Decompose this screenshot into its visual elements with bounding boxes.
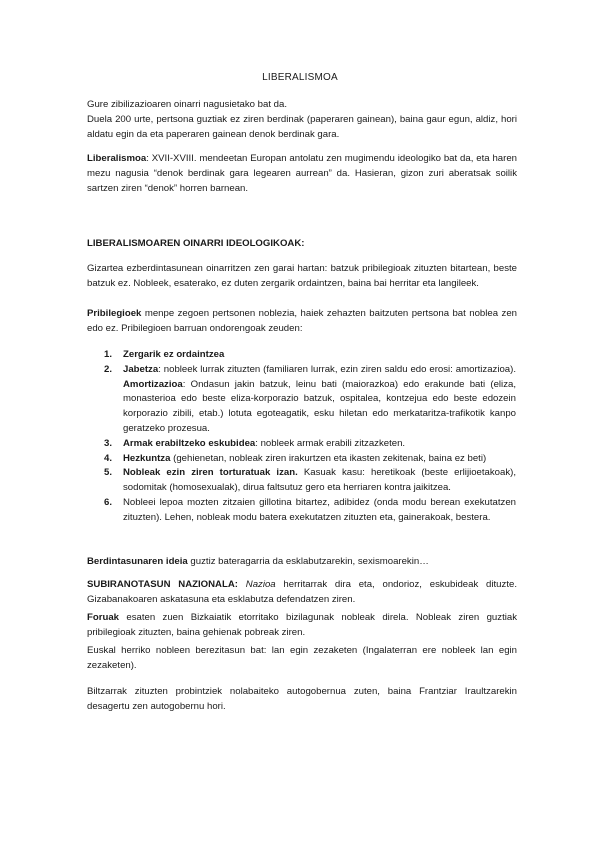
equality-text: guztiz bateragarria da esklabutzarekin, sexismoarekin… — [187, 556, 429, 567]
list-item-title: Jabetza — [123, 363, 159, 375]
foruak-text: esaten zuen Bizkaiatik etorritako bizilagunak nobleak direla. Nobleak ziren guztiak pribilegioak zituzten, baina gehienak pobreak ziren. — [87, 612, 517, 638]
list-number: 3. — [104, 437, 113, 449]
list-item-title: Armak erabiltzeko eskubidea — [123, 437, 256, 449]
list-number: 6. — [104, 496, 113, 508]
list-item-subtext: : Ondasun jakin batzuk, leinu bati (maiorazkoa) edo erakunde bati (eliza, monasterioa edo beste eliza-korporazio batzuk, ospitalea, kontzejua edo beste edozein korporazio zibili, etab.) lotuta egoteagatik, esku hiletan edo merkataritza-trafikotik kanpo geratzeko prozesua. — [123, 378, 516, 434]
society-paragraph: Gizartea ezberdintasunean oinarritzen zen garai hartan: batzuk pribilegioak zituzten bitartean, beste batzuk ez. Nobleek, esaterako, ez duten zergarik ordaintzen, baina bai herritar eta langileek. — [87, 263, 517, 289]
definition-term: Liberalismoa — [87, 153, 147, 164]
sovereignty-text: herritarrak dira eta, ondorioz, eskubideak dituzte. Gizabanakoaren askatasuna eta esklabutza defendatzen ziren. — [87, 579, 517, 605]
list-number: 1. — [104, 349, 113, 360]
intro-line-2: Duela 200 urte, pertsona guztiak ez ziren berdinak (paperaren gainean), baina gaur egun, aldiz, hori aldatu egin da eta paperaren gainean denok berdinak gara. — [87, 113, 517, 140]
list-item-text: Kasuak kasu: heretikoak (beste erlijioetakoak), sodomitak (homosexualak), dirua faltsutuz gero eta herriaren kontra jaikitzea. — [123, 467, 516, 494]
list-number: 4. — [104, 452, 113, 464]
list-item-title: Hezkuntza — [123, 452, 171, 464]
equality-term: Berdintasunaren ideia — [87, 556, 188, 567]
list-item — [104, 437, 516, 452]
foruak-paragraph — [87, 611, 517, 641]
sovereignty-term: SUBIRANOTASUN NAZIONALA: — [87, 579, 238, 590]
list-item-subterm: Amortizazioa — [123, 378, 183, 390]
intro-paragraph — [87, 98, 517, 142]
intro-line-1: Gure zibilizazioaren oinarri nagusietako bat da. — [87, 99, 287, 110]
list-item-text: (gehienetan, nobleak ziren irakurtzen eta ikasten zekitenak, baina ez beti) — [170, 452, 487, 464]
biltzarrak-paragraph: Biltzarrak zituzten probintziek nolabaiteko autogobernua zuten, baina Frantziar Iraultzarekin desagertu zen autogobernu hori. — [87, 686, 517, 712]
list-item-text: : nobleek lurrak zituzten (familiaren lurrak, ezin ziren saldu edo erosi: amortizazioa). — [158, 363, 516, 375]
list-number: 5. — [104, 467, 113, 479]
foruak-term: Foruak — [87, 612, 119, 623]
list-item — [104, 452, 516, 467]
privileges-text: menpe zegoen pertsonen noblezia, haiek zehazten baitzuten pertsona bat noblea zen edo ez. Pribilegioen barruan ondorengoak zeuden: — [87, 308, 517, 334]
sovereignty-term-italic: Nazioa — [245, 579, 276, 590]
list-item — [104, 466, 516, 496]
equality-paragraph — [87, 555, 517, 570]
list-item-title: Nobleak ezin ziren torturatuak izan. — [123, 467, 298, 479]
list-item-text: Nobleei lepoa mozten zitzaien gillotina bitartez, adibidez (onda modu berean exekutatzen zituzten). Lehen, nobleak modu batera exekutatzen zituzten eta, gainerakoak, bestera. — [123, 496, 516, 523]
privileges-list — [104, 348, 516, 526]
privileges-paragraph — [87, 307, 517, 337]
definition-paragraph — [87, 152, 517, 196]
page-title: LIBERALISMOA — [262, 72, 338, 83]
list-number: 2. — [104, 363, 113, 375]
privileges-term: Pribilegioek — [87, 308, 142, 319]
list-item — [104, 348, 516, 363]
euskal-paragraph: Euskal herriko nobleen berezitasun bat: lan egin zezaketen (Ingalaterran ere nobleek lan egin zezaketen). — [87, 645, 517, 671]
list-item-title: Zergarik ez ordaintzea — [123, 349, 225, 360]
list-item — [104, 496, 516, 526]
definition-text: : XVII-XVIII. mendeetan Europan antolatu zen mugimendu ideologiko bat da, eta haren mezu nagusia “denok berdinak gara legearen aurrean” da. Hasieran, gizon zuri aberatsak soilik sartzen ziren “denok” horren barnean. — [87, 153, 517, 194]
list-item-text: : nobleek armak erabili zitzazketen. — [255, 437, 406, 449]
sovereignty-paragraph — [87, 578, 517, 608]
section-heading: LIBERALISMOAREN OINARRI IDEOLOGIKOAK: — [87, 238, 305, 249]
list-item — [104, 363, 516, 437]
